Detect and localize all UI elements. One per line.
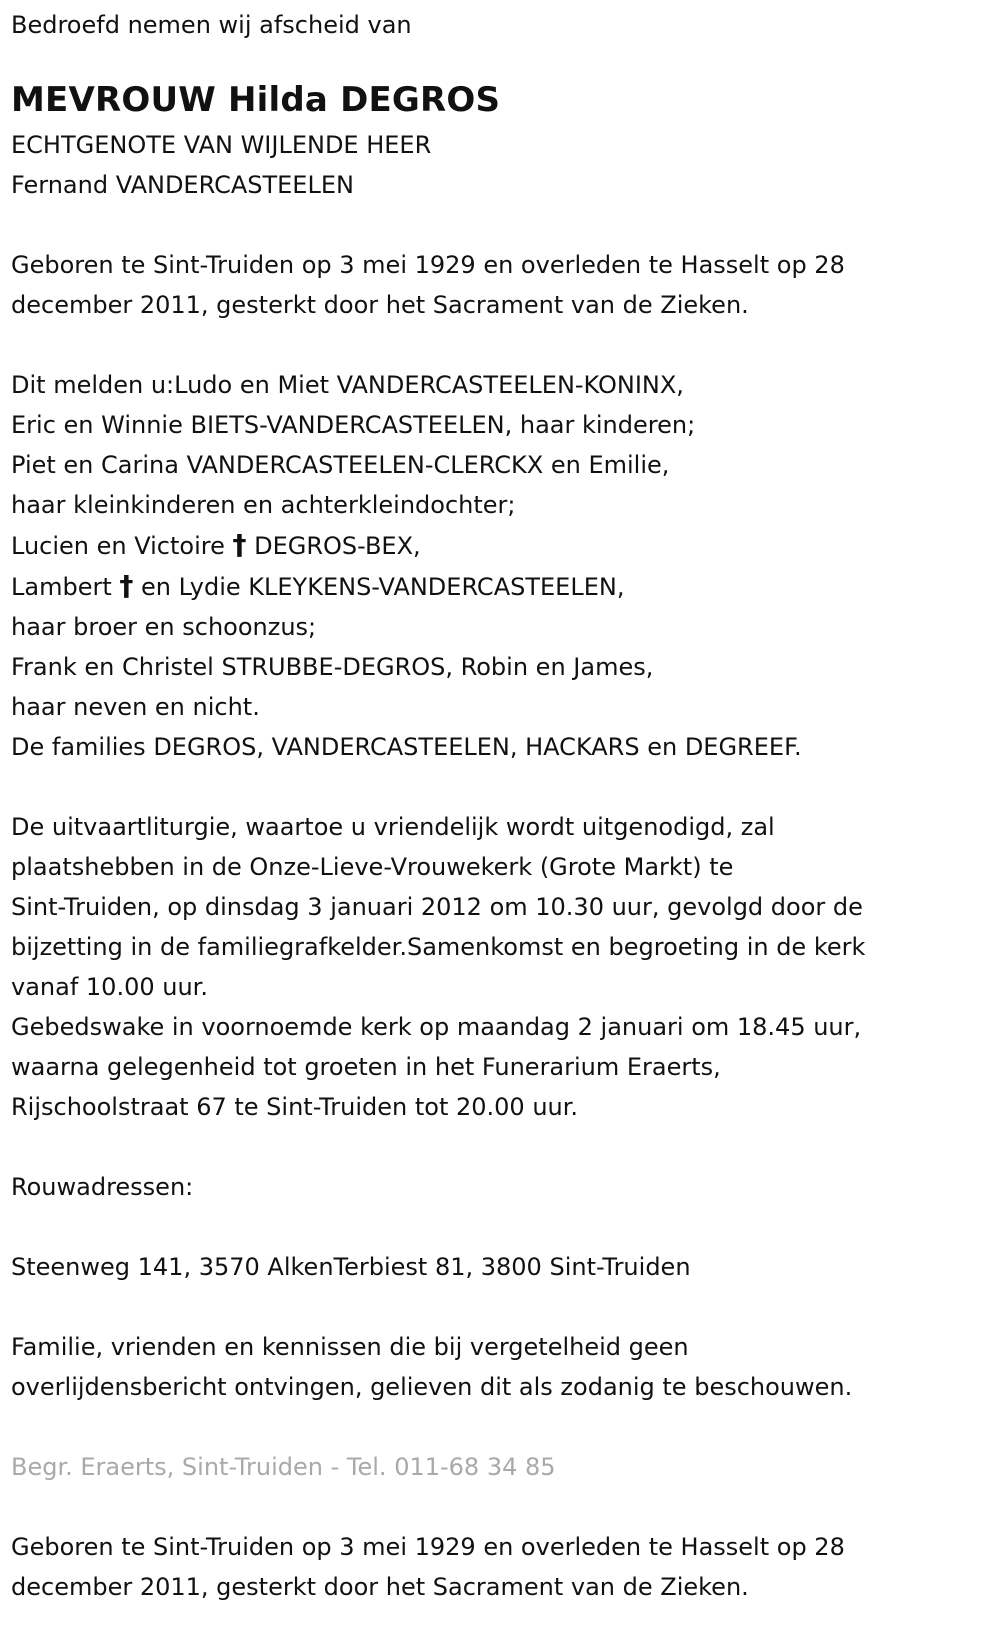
family-line [11,525,989,566]
family-line: De families DEGROS, VANDERCASTEELEN, HACKARS en DEGREEF. [11,733,802,761]
funeral-details [11,807,989,1127]
addresses-label: Rouwadressen: [11,1173,194,1201]
family-line: Eric en Winnie BIETS-VANDERCASTEELEN, haar kinderen; [11,411,696,439]
text-line: Familie, vrienden en kennissen die bij vergetelheid geen [11,1333,689,1361]
family-line: haar broer en schoonzus; [11,613,317,641]
text-line: vanaf 10.00 uur. [11,973,208,1001]
birth-death-repeat [11,1527,989,1607]
text-line: december 2011, gesterkt door het Sacrament van de Zieken. [11,1573,749,1601]
cross-icon: † [232,528,247,561]
text-line: Gebedswake in voornoemde kerk op maandag 2 januari om 18.45 uur, [11,1013,862,1041]
family-line [11,566,989,607]
text-segment: DEGROS-BEX, [246,532,421,560]
deceased-name: MEVROUW Hilda DEGROS [11,80,501,120]
text-line: Geboren te Sint-Truiden op 3 mei 1929 en overleden te Hasselt op 28 [11,251,845,279]
text-segment: Lambert [11,573,120,601]
spouse-name: Fernand VANDERCASTEELEN [11,171,354,199]
spouse-title: ECHTGENOTE VAN WIJLENDE HEER [11,131,432,159]
text-line: Rijschoolstraat 67 te Sint-Truiden tot 20.00 uur. [11,1093,579,1121]
family-line: haar neven en nicht. [11,693,260,721]
cross-icon: † [119,569,134,602]
text-line: Sint-Truiden, op dinsdag 3 januari 2012 om 10.30 uur, gevolgd door de [11,893,863,921]
text-line: bijzetting in de familiegrafkelder.Samenkomst en begroeting in de kerk [11,933,866,961]
family-line: Dit melden u:Ludo en Miet VANDERCASTEELEN-KONINX, [11,371,684,399]
family-announcement [11,365,989,767]
intro-text: Bedroefd nemen wij afscheid van [11,11,412,39]
family-line: Frank en Christel STRUBBE-DEGROS, Robin en James, [11,653,654,681]
text-line: De uitvaartliturgie, waartoe u vriendelijk wordt uitgenodigd, zal [11,813,775,841]
text-segment: Lucien en Victoire [11,532,233,560]
text-line: waarna gelegenheid tot groeten in het Funerarium Eraerts, [11,1053,721,1081]
text-segment: en Lydie KLEYKENS-VANDERCASTEELEN, [133,573,625,601]
text-line: december 2011, gesterkt door het Sacrament van de Zieken. [11,291,749,319]
spouse-info [11,125,989,205]
text-line: overlijdensbericht ontvingen, gelieven dit als zodanig te beschouwen. [11,1373,853,1401]
text-line: Geboren te Sint-Truiden op 3 mei 1929 en overleden te Hasselt op 28 [11,1533,845,1561]
family-line: Piet en Carina VANDERCASTEELEN-CLERCKX en Emilie, [11,451,670,479]
family-line: haar kleinkinderen en achterkleindochter; [11,491,516,519]
birth-death-paragraph [11,245,989,325]
text-line: plaatshebben in de Onze-Lieve-Vrouwekerk (Grote Markt) te [11,853,734,881]
notice-paragraph [11,1327,989,1407]
undertaker-info: Begr. Eraerts, Sint-Truiden - Tel. 011-68 34 85 [11,1453,556,1481]
addresses-value: Steenweg 141, 3570 AlkenTerbiest 81, 3800 Sint-Truiden [11,1253,691,1281]
